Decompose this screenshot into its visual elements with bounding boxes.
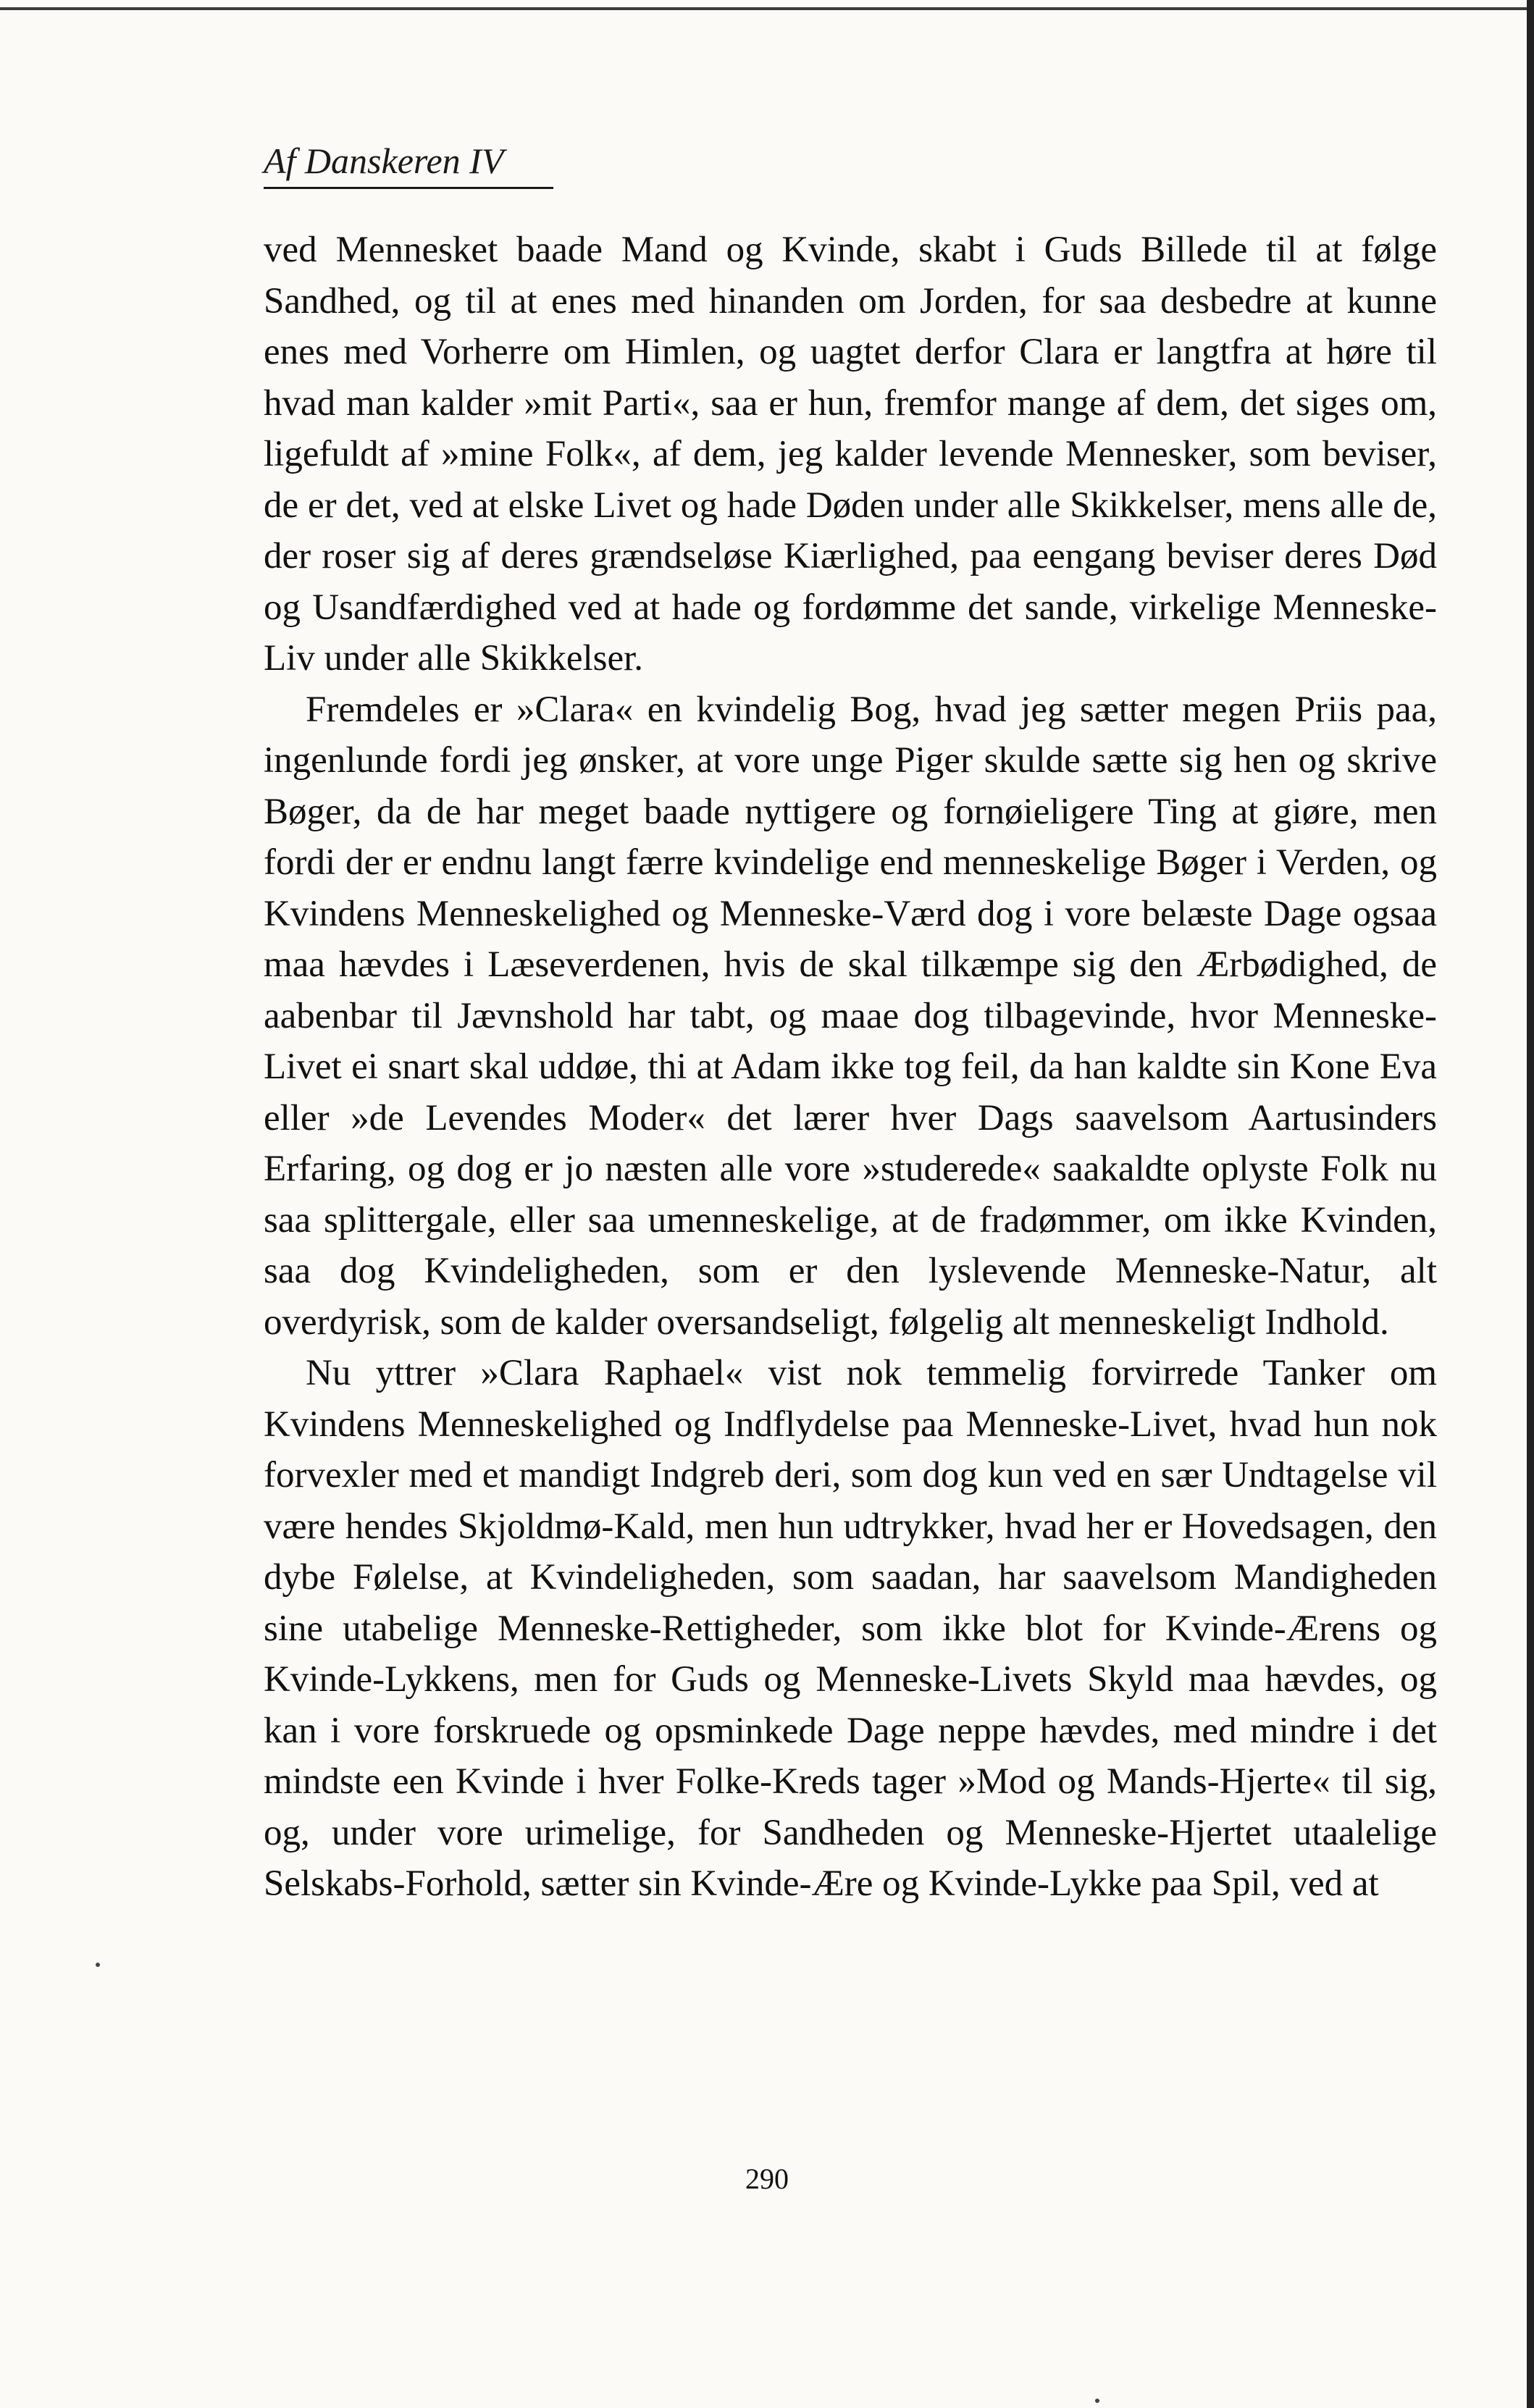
paragraph-3: Nu yttrer »Clara Raphael« vist nok temmelig forvirrede Tanker om Kvindens Menneskelighed og Indflydelse paa Menneske-Livet, hvad hun nok forvexler med et mandigt Indgreb deri, som dog kun ved en sær Undtagelse vil være hendes Skjoldmø-Kald, men hun udtrykker, hvad her er Hovedsagen, den dybe Følelse, at Kvindeligheden, som saadan, har saavelsom Mandigheden sine utabelige Menneske-Rettigheder, som ikke blot for Kvinde-Ærens og Kvinde-Lykkens, men for Guds og Menneske-Livets Skyld maa hævdes, og kan i vore forskruede og opsminkede Dage neppe hævdes, med mindre i det mindste een Kvinde i hver Folke-Kreds tager »Mod og Mands-Hjerte« til sig, og, under vore urimelige, for Sandheden og Menneske-Hjertet utaalelige Selskabs-Forhold, sætter sin Kvinde-Ære og Kvinde-Lykke paa Spil, ved at [264, 1353, 1437, 1904]
page-number: 290 [745, 2162, 789, 2195]
scan-top-border [0, 7, 1534, 10]
body-text [264, 225, 1437, 1910]
scan-right-border [1527, 0, 1534, 2408]
scan-speck [96, 1963, 100, 1967]
paragraph-1: ved Mennesket baade Mand og Kvinde, skabt i Guds Billede til at følge Sandhed, og til at enes med hinanden om Jorden, for saa desbedre at kunne enes med Vorherre om Himlen, og uagtet derfor Clara er langtfra at høre til hvad man kalder »mit Parti«, saa er hun, fremfor mange af dem, det siges om, ligefuldt af »mine Folk«, af dem, jeg kalder levende Mennesker, som beviser, de er det, ved at elske Livet og hade Døden under alle Skikkelser, mens alle de, der roser sig af deres grændseløse Kiærlighed, paa eengang beviser deres Død og Usandfærdighed ved at hade og fordømme det sande, virkelige Menneske-Liv under alle Skikkelser. [264, 230, 1437, 679]
running-head: Af Danskeren IV [264, 140, 504, 181]
paragraph-2: Fremdeles er »Clara« en kvindelig Bog, hvad jeg sætter megen Priis paa, ingenlunde fordi jeg ønsker, at vore unge Piger skulde sætte sig hen og skrive Bøger, da de har meget baade nyttigere og fornøieligere Ting at giøre, men fordi der er endnu langt færre kvindelige end menneskelige Bøger i Verden, og Kvindens Menneskelighed og Menneske-Værd dog i vore belæste Dage ogsaa maa hævdes i Læseverdenen, hvis de skal tilkæmpe sig den Ærbødighed, de aabenbar til Jævnshold har tabt, og maae dog tilbagevinde, hvor Menneske-Livet ei snart skal uddøe, thi at Adam ikke tog feil, da han kaldte sin Kone Eva eller »de Levendes Moder« det lærer hver Dags saavelsom Aartusinders Erfaring, og dog er jo næsten alle vore »studerede« saakaldte oplyste Folk nu saa splittergale, eller saa umenneskelige, at de fradømmer, om ikke Kvinden, saa dog Kvindeligheden, som er den lyslevende Menneske-Natur, alt overdyrisk, som de kalder oversandseligt, følgelig alt menneskeligt Indhold. [264, 689, 1437, 1343]
scan-speck [1095, 2399, 1099, 2403]
running-head-underline [264, 187, 553, 189]
